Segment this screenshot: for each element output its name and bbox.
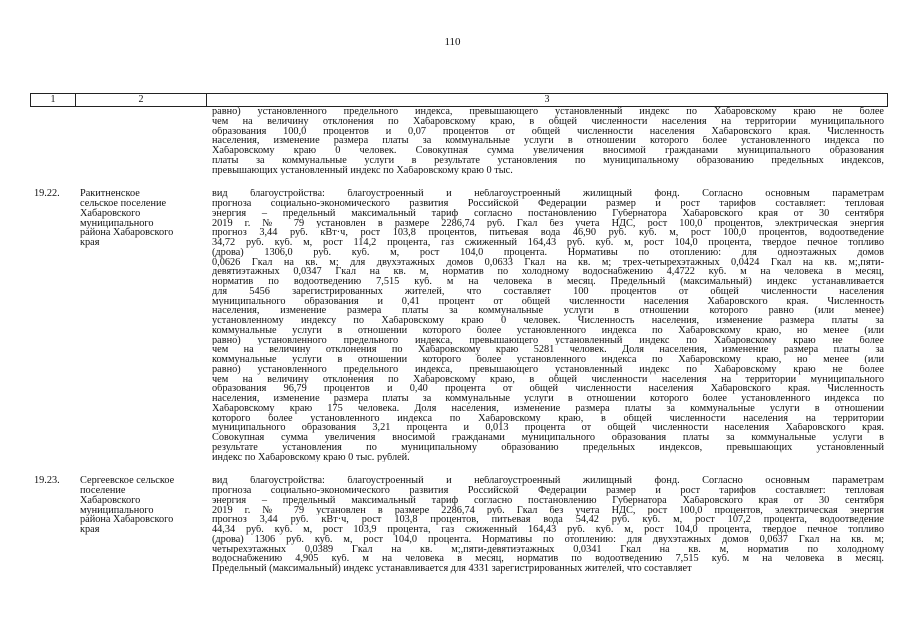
text-line: (дрова) 1306,0 руб. куб. м, рост 104,0 процента. Нормативы по отоплению: для одноэтажных домов: [212, 247, 884, 258]
text-line: муниципального образования и 0,41 процент от общей численности населения Хабаровского края. Численность: [212, 296, 884, 307]
table-row: [30, 476, 888, 574]
name-line: Ракитненское: [80, 188, 140, 200]
text-line: равно) установленного предельного индекса, превышающего установленный индекс по Хабаровскому краю не более: [212, 107, 884, 117]
text-line: прогноза социально-экономического развития Российской Федерации размер и рост тарифов составляет: тепловая: [212, 199, 884, 209]
text-line: Предельный (максимальный) индекс устанавливается для 4331 зарегистрированных жителей, что составляет: [212, 564, 692, 574]
text-line: чем на величину отклонения по Хабаровскому краю 5281 человек. Доля населения, изменение размера платы за: [212, 345, 884, 355]
text-line: прогноза социально-экономического развития Российской Федерации размер и рост тарифов составляет: тепловая: [212, 486, 884, 496]
header-col-2: 2: [76, 94, 207, 106]
settlement-name: [74, 189, 204, 462]
settlement-name: [74, 476, 204, 574]
name-line: Хабаровского: [80, 494, 141, 506]
text-line: населения, изменение размера платы за коммунальные услуги в отношении которого равно (или менее): [212, 306, 884, 316]
text-line: 2019 г. № 79 установлен в размере 2286,74 руб. Гкал без учета НДС, рост 100,0 процентов, электрическая энергия: [212, 505, 884, 516]
text-line: равно) установленного предельного индекса, превышающего установленный индекс по Хабаровскому краю не более: [212, 364, 884, 375]
text-line: чем на величину отклонения по Хабаровскому краю, в общей численности населения на территории муниципального: [212, 116, 884, 127]
table-row: [30, 189, 888, 462]
text-line: (дрова) 1306 руб. куб. м, рост 104,0 процента. Нормативы по отоплению: для двухэтажных домов 0,0637 Гкал на кв. м;: [212, 534, 884, 545]
header-col-3: 3: [544, 94, 550, 105]
text-line: муниципального образования 3,21 процента и 0,013 процента от общей численности населения Хабаровского края.: [212, 423, 884, 433]
text-line: превышающих установленный индекс по Хабаровскому краю 0 тыс.: [212, 165, 513, 176]
name-line: края: [80, 524, 100, 535]
text-line: населения, изменение размера платы за коммунальные услуги в отношении которого более установленного индекса по: [212, 394, 884, 404]
continuation-text: [204, 107, 888, 175]
text-line: которого более установленного индекса по Хабаровскому краю, в общей численности населения на территории: [212, 413, 884, 424]
name-line: района Хабаровского: [80, 514, 174, 526]
text-line: вид благоустройства: благоустроенный и неблагоустроенный жилищный фонд. Согласно основным параметрам: [212, 189, 884, 199]
text-line: Совокупная сумма увеличения вносимой гражданами муниципального образования платы за коммунальные услуги в: [212, 433, 884, 443]
text-line: 44,34 руб. куб. м, рост 103,9 процента, газ сжиженный 164,43 руб. куб. м, рост 104,0 процента, твердое печное топливо: [212, 525, 884, 535]
name-line: сельское поселение: [80, 198, 167, 209]
text-line: результате установления по муниципальному образованию предельных индексов, превышающих установленный: [212, 442, 884, 453]
name-line: поселение: [80, 485, 126, 496]
document-table: [30, 93, 888, 574]
text-line: прогноз 3,44 руб. кВт·ч, рост 103,8 процентов, питьевая вода 46,90 руб. куб. м, рост 100,0 процентов, водоотведение: [212, 228, 884, 238]
text-line: установленному индексу по Хабаровскому краю 0 человек. Численность населения, изменение размера платы за: [212, 316, 884, 326]
header-col-1: 1: [31, 94, 76, 106]
table-row-continuation: [30, 107, 888, 175]
name-line: Хабаровского: [80, 207, 141, 219]
name-line: района Хабаровского: [80, 227, 174, 239]
text-line: девятиэтажных 0,0347 Гкал на кв. м, норматив по холодному водоснабжению 4,4722 куб. м на человека в месяц,: [212, 267, 884, 277]
text-line: платы за коммунальные услуги в результате установления по муниципальному образованию предельных индексов,: [212, 155, 884, 166]
text-line: Хабаровскому краю 175 человека. Доля населения, изменение размера платы за коммунальные услуги в отношении: [212, 403, 884, 414]
text-line: 34,72 руб. куб. м, рост 114,2 процента, газ сжиженный 164,43 руб. куб. м, рост 104,0 процента, твердое печное топливо: [212, 238, 884, 248]
text-line: 2019 г. № 79 установлен в размере 2286,74 руб. Гкал без учета НДС, рост 100,0 процентов, электрическая энергия: [212, 218, 884, 229]
text-line: прогноз 3,44 руб. кВт·ч, рост 103,8 процентов, питьевая вода 54,42 руб. куб. м, рост 107,2 процента, водоотведение: [212, 515, 884, 525]
text-line: Хабаровскому краю 0 человек. Совокупная сумма увеличения вносимой гражданами муниципального образования: [212, 146, 884, 156]
name-line: Сергеевское сельское: [80, 475, 175, 487]
text-line: равно) установленного предельного индекса, превышающего установленный индекс по Хабаровскому краю не более: [212, 335, 884, 346]
row-number: 19.22.: [34, 188, 60, 200]
row-number: 19.23.: [34, 475, 60, 487]
text-line: энергия – предельный максимальный тариф согласно постановлению Губернатора Хабаровского края от 30 сентября: [212, 208, 884, 219]
row-description: [204, 476, 888, 574]
text-line: четырехэтажных 0,0389 Гкал на кв. м;,пяти-девятиэтажных 0,0341 Гкал на кв. м, норматив по холодному: [212, 544, 884, 555]
text-line: населения, изменение размера платы за коммунальные услуги в отношении которого более установленного индекса по: [212, 136, 884, 146]
text-line: энергия – предельный максимальный тариф согласно постановлению Губернатора Хабаровского края от 30 сентября: [212, 495, 884, 506]
text-line: индекс по Хабаровскому краю 0 тыс. рублей.: [212, 452, 410, 463]
text-line: вид благоустройства: благоустроенный и неблагоустроенный жилищный фонд. Согласно основным параметрам: [212, 476, 884, 486]
text-line: для 5456 зарегистрированных жителей, что составляет 100 процентов от общей численности населения: [212, 286, 884, 297]
text-line: чем на величину отклонения по Хабаровскому краю, в общей численности населения на территории муниципального: [212, 374, 884, 385]
name-line: края: [80, 237, 100, 248]
page-number: 110: [444, 36, 461, 48]
text-line: коммунальные услуги в отношении которого более установленного индекса по Хабаровскому краю, но менее (или: [212, 325, 884, 336]
name-line: муниципального: [80, 217, 154, 229]
text-line: коммунальные услуги в отношении которого более установленного индекса по Хабаровскому краю, но менее (или: [212, 355, 884, 365]
table-header-row: [30, 93, 888, 107]
text-line: образования 100,0 процентов и 0,07 процентов от общей численности населения Хабаровского края. Численность: [212, 126, 884, 137]
text-line: образования 96,79 процентов и 0,40 процента от общей численности населения Хабаровского края. Численность: [212, 384, 884, 394]
text-line: 0,0626 Гкал на кв. м; для двухэтажных домов 0,0633 Гкал на кв. м; трех-четырехэтажных 0,0424 Гкал на кв. м;,пяти-: [212, 257, 884, 268]
text-line: норматив по водоотведению 7,515 куб. м на человека в месяц. Предельный (максимальный) индекс устанавливается: [212, 277, 884, 287]
name-line: муниципального: [80, 504, 154, 516]
text-line: водоснабжению 4,905 куб. м на человека в месяц, норматив по водоотведению 7,515 куб. м на человека в месяц.: [212, 554, 884, 564]
row-description: [204, 189, 888, 462]
